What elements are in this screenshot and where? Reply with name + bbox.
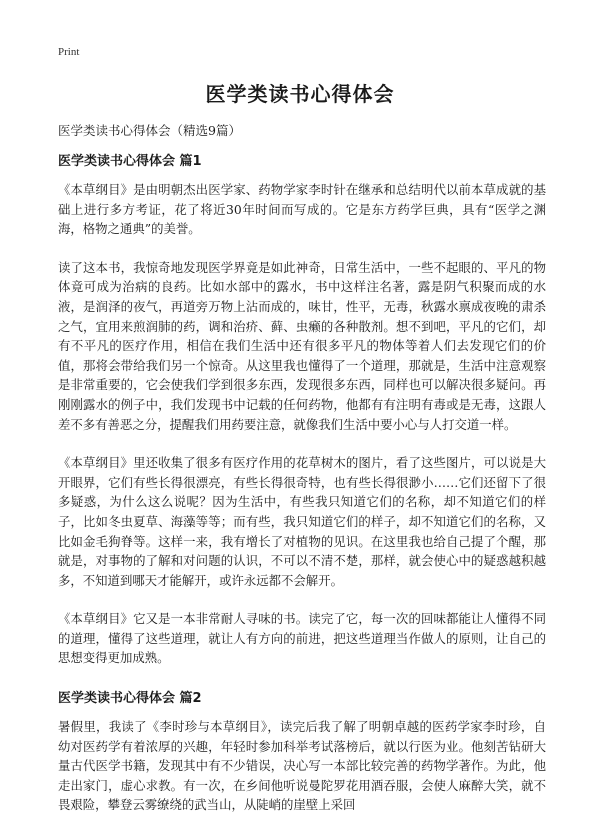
section-heading: 医学类读书心得体会 篇2 [58, 691, 202, 707]
section-2 [58, 687, 546, 815]
section-heading: 医学类读书心得体会 篇1 [58, 154, 202, 169]
paragraph: 读了这本书，我惊奇地发现医学界竟是如此神奇，日常生活中，一些不起眼的、平凡的物体竟可成为治病的良药。比如水部中的露水，书中这样注名著，露是阴气积聚而成的水液，是润泽的夜气，再道旁万物上沾而成的，味甘，性平，无毒，秋露水禀成夜晚的肃杀之气，宜用来煎润肺的药，调和治疥、藓、虫癞的各种散剂。想不到吧，平凡的它们，却有不平凡的医疗作用，相信在我们生活中还有很多平凡的物体等着人们去发现它们的价值，那将会带给我们另一个惊奇。从这里我也懂得了一个道理，那就是，生活中注意观察是非常重要的，它会使我们学到很多东西，发现很多东西，同样也可以解决很多疑问。再刚刚露水的例子中，我们发现书中记载的任何药物，他都有有注明有毒或是无毒，这跟人差不多有善恶之分，提醒我们用药要注意，就像我们生活中要小心与人打交道一样。 [58, 259, 546, 432]
paragraph: 《本草纲目》它又是一本非常耐人寻味的书。读完了它，每一次的回味都能让人懂得不同的道理，懂得了这些道理，就让人有方向的前进，把这些道理当作做人的原则，让自己的思想变得更加成熟。 [58, 611, 546, 666]
paragraph: 暑假里，我读了《李时珍与本草纲目》，读完后我了解了明朝卓越的医药学家李时珍，自幼对医药学有着浓厚的兴趣，年轻时参加科举考试落榜后，就以行医为业。他刻苦钻研大量古代医学书籍，发现其中有不少错误，决心写一本部比较完善的药物学著作。为此，他走出家门，虚心求教。有一次，在乡间他听说曼陀罗花用酒吞服，会使人麻醉大笑，就不畏艰险，攀登云雾缭绕的武当山，从陡峭的崖壁上采回 [58, 719, 546, 813]
paragraph: 《本草纲目》是由明朝杰出医学家、药物学家李时针在继承和总结明代以前本草成就的基础上进行多方考证，花了将近30年时间而写成的。它是东方药学巨典，具有“医学之渊海，格物之通典”的美誉。 [58, 182, 546, 237]
print-link[interactable]: Print [58, 46, 80, 58]
section-1 [58, 150, 546, 668]
paragraph: 《本草纲目》里还收集了很多有医疗作用的花草树木的图片，看了这些图片，可以说是大开眼界，它们有些长得很漂亮，有些长得很奇特，也有些长得很渺小……它们还留下了很多疑惑，为什么这么说呢？因为生活中，有些我只知道它们的名称，却不知道它们的样子，比如冬虫夏草、海藻等等；而有些，我只知道它们的样子，却不知道它们的名称，又比如金毛狗脊等。这样一来，我有增长了对植物的见识。在这里我也给自己提了个醒，那就是，对事物的了解和对问题的认识，不可以不清不楚，那样，就会使心中的疑惑越积越多，不知道到哪天才能解开，或许永远都不会解开。 [58, 455, 546, 588]
document-body [58, 150, 546, 834]
document-subtitle: 医学类读书心得体会（精选9篇） [58, 123, 241, 138]
document-title: 医学类读书心得体会 [205, 82, 395, 106]
